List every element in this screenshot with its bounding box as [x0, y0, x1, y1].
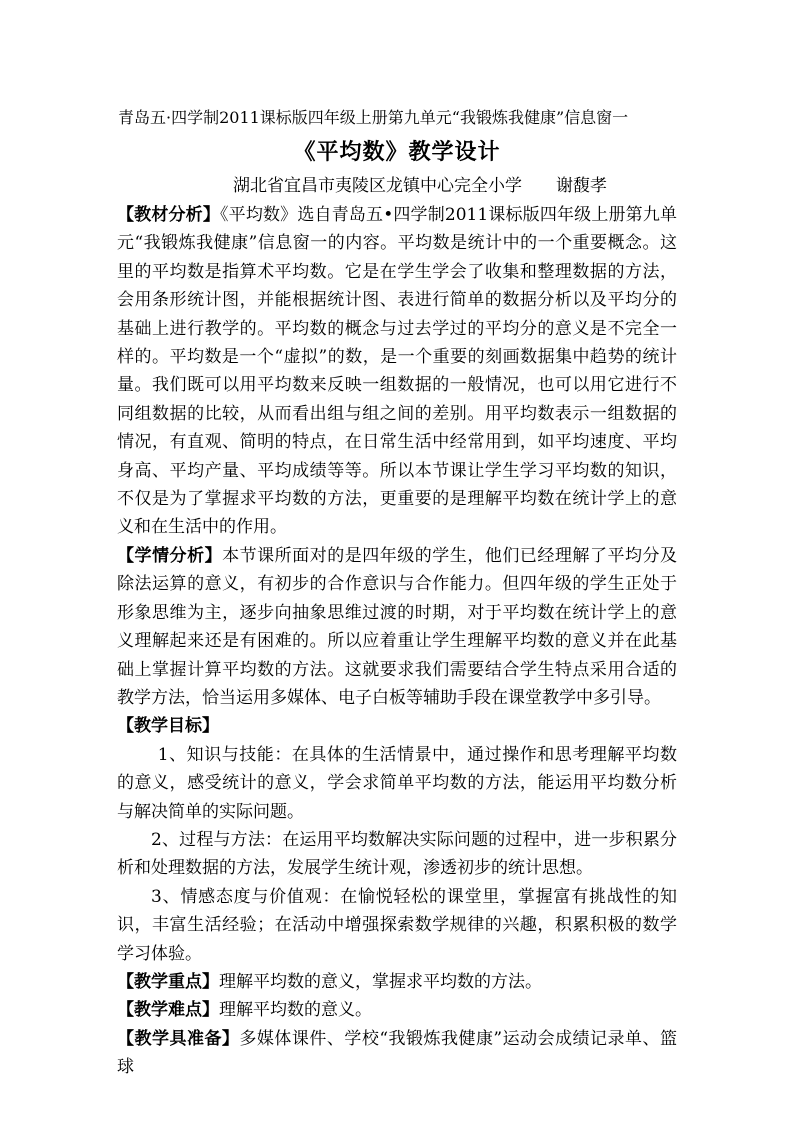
author-name: 谢馥孝: [556, 176, 607, 196]
section-label-key-point: 【教学重点】: [117, 971, 219, 992]
section-textbook-analysis: [117, 201, 677, 542]
document-title: 《平均数》教学设计: [293, 139, 501, 165]
author-school: 湖北省宜昌市夷陵区龙镇中心完全小学: [233, 176, 522, 196]
section-preparation: [117, 1025, 677, 1082]
document-header-line: 青岛五·四学制2011课标版四年级上册第九单元“我锻炼我健康”信息窗一: [118, 108, 629, 127]
goal-item-emotion: 3、情感态度与价值观：在愉悦轻松的课堂里，掌握富有挑战性的知识，丰富生活经验；在活动中增强探索数学规律的兴趣，积累积极的数学学习体验。: [117, 886, 677, 964]
section-label-teaching-goals: 【教学目标】: [117, 716, 219, 737]
section-student-analysis: [117, 542, 677, 712]
section-text-student-analysis: 本节课所面对的是四年级的学生，他们已经理解了平均分及除法运算的意义，有初步的合作意识与合作能力。但四年级的学生正处于形象思维为主，逐步向抽象思维过渡的时期，对于平均数在统计学上的意义理解起来还是有困难的。所以应着重让学生理解平均数的意义并在此基础上掌握计算平均数的方法。这就要求我们需要结合学生特点采用合适的教学方法，恰当运用多媒体、电子白板等辅助手段在课堂教学中多引导。: [117, 545, 678, 708]
document-body: [117, 201, 677, 1082]
section-label-difficult-point: 【教学难点】: [117, 1000, 219, 1021]
section-teaching-goals: [117, 712, 677, 740]
section-label-preparation: 【教学具准备】: [117, 1028, 240, 1049]
section-text-difficult-point: 理解平均数的意义。: [219, 1000, 372, 1021]
section-key-point: [117, 968, 677, 996]
author-line: [233, 174, 607, 198]
section-difficult-point: [117, 996, 677, 1024]
goal-item-process: 2、过程与方法：在运用平均数解决实际问题的过程中，进一步积累分析和处理数据的方法，发展学生统计观，渗透初步的统计思想。: [117, 829, 677, 879]
section-label-textbook-analysis: 【教材分析】: [117, 205, 221, 225]
section-text-textbook-analysis: 《平均数》选自青岛五•四学制2011课标版四年级上册第九单元“我锻炼我健康”信息窗一的内容。平均数是统计中的一个重要概念。这里的平均数是指算术平均数。它是在学生学会了收集和整理数据的方法，会用条形统计图，并能根据统计图、表进行简单的数据分析以及平均分的基础上进行教学的。平均数的概念与过去学过的平均分的意义是不完全一样的。平均数是一个“虚拟”的数，是一个重要的刻画数据集中趋势的统计量。我们既可以用平均数来反映一组数据的一般情况，也可以用它进行不同组数据的比较，从而看出组与组之间的差别。用平均数表示一组数据的情况，有直观、简明的特点，在日常生活中经常用到，如平均速度、平均身高、平均产量、平均成绩等等。所以本节课让学生学习平均数的知识，不仅是为了掌握求平均数的方法，更重要的是理解平均数在统计学上的意义和在生活中的作用。: [117, 205, 678, 538]
section-text-key-point: 理解平均数的意义，掌握求平均数的方法。: [219, 971, 542, 992]
goal-item-knowledge: 1、知识与技能：在具体的生活情景中，通过操作和思考理解平均数的意义，感受统计的意义，学会求简单平均数的方法，能运用平均数分析与解决简单的实际问题。: [117, 744, 677, 822]
section-text-preparation: 多媒体课件、学校“我锻炼我健康”运动会成绩记录单、篮球: [117, 1028, 677, 1078]
section-label-student-analysis: 【学情分析】: [117, 545, 223, 566]
